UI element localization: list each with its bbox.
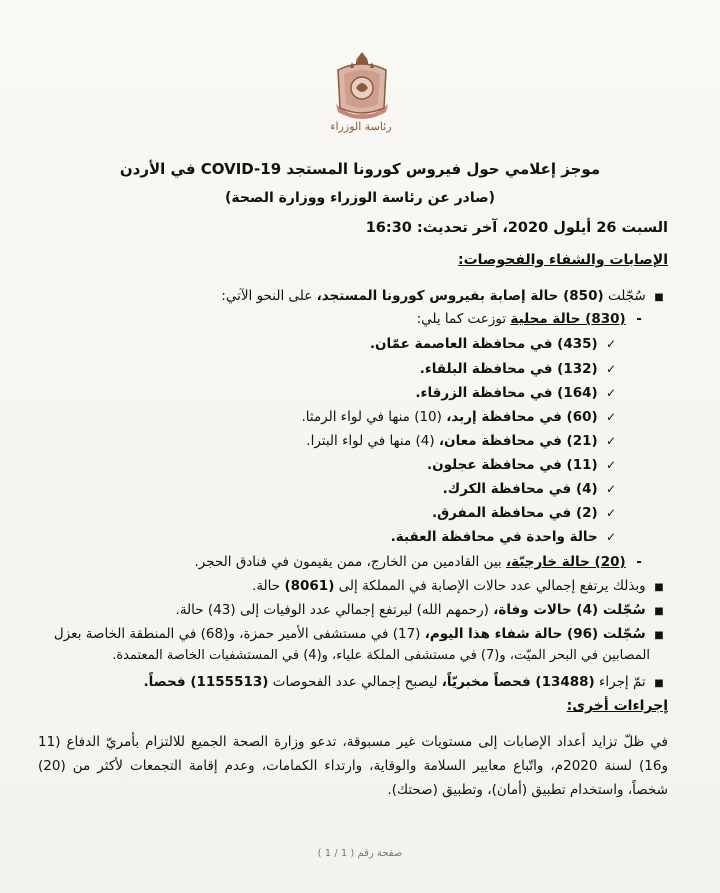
local-item: ✓ (164) في محافظة الزرقاء.	[0, 383, 620, 403]
local-item: ✓ (21) في محافظة معان، (4) منها في لواء البترا.	[0, 431, 620, 451]
check-icon: ✓	[605, 362, 617, 376]
check-icon: ✓	[605, 530, 617, 544]
local-item: ✓ (435) في محافظة العاصمة عمّان.	[0, 334, 620, 354]
deaths-line: ■ سُجّلت (4) حالات وفاة، (رحمهم الله) ليرتفع إجمالي عدد الوفيات إلى (43) حالة.	[38, 600, 668, 622]
total-new-cases-line: ■ سُجّلت (850) حالة إصابة بفيروس كورونا المستجد، على النحو الآتي:	[38, 286, 668, 308]
other-measures-paragraph: في ظلّ تزايد أعداد الإصابات إلى مستويات غير مسبوقة، تدعو وزارة الصحة الجميع للالتزام بأمريّ الدفاع (11 و16) لسنة 2020م، واتّباع معايير السلامة والوقاية، وارتداء الكمامات، وعدم إقامة التجمعات لأكثر من (20) شخصاً، واستخدام تطبيق (أمان)، وتطبيق (صحتك).	[38, 734, 668, 798]
bullet-square-icon: ■	[654, 292, 664, 303]
check-icon: ✓	[605, 506, 617, 520]
local-item: ✓ (2) في محافظة المفرق.	[0, 503, 620, 523]
emblem-caption: رئاسة الوزراء	[330, 120, 392, 133]
recoveries-line: ■ سُجّلت (96) حالة شفاء هذا اليوم، (17) في مستشفى الأمير حمزة، و(68) في المنطقة الخاصة بعزل	[38, 624, 668, 646]
local-item: ✓ حالة واحدة في محافظة العقبة.	[0, 527, 620, 547]
external-cases-line: - (20) حالة خارجيّة، بين القادمين من الخارج، ممن يقيمون في فنادق الحجر.	[18, 552, 648, 572]
recoveries-line-continued: المصابين في البحر الميّت، و(7) في مستشفى الملكة علياء، و(4) في المستشفيات الخاصة المعتمدة.	[112, 648, 650, 663]
cumulative-cases-line: ■ وبذلك يرتفع إجمالي عدد حالات الإصابة في المملكة إلى (8061) حالة.	[38, 576, 668, 598]
tests-line: ■ تمّ إجراء (13488) فحصاً مخبريّاً، ليصبح إجمالي عدد الفحوصات (1155513) فحصاً.	[38, 672, 668, 694]
bullet-square-icon: ■	[654, 606, 664, 617]
check-icon: ✓	[605, 386, 617, 400]
bullet-square-icon: ■	[654, 582, 664, 593]
dash-marker-icon: -	[636, 311, 642, 327]
check-icon: ✓	[605, 482, 617, 496]
other-measures-heading: إجراءات أخرى:	[566, 698, 668, 714]
local-cases-line: - (830) حالة محلية توزعت كما يلي:	[18, 309, 648, 329]
document-subtitle: (صادر عن رئاسة الوزراء ووزارة الصحة)	[224, 190, 496, 206]
date-and-update-time: السبت 26 أيلول 2020، آخر تحديث: 16:30	[365, 220, 668, 236]
document-title: موجز إعلامي حول فيروس كورونا المستجد COVID-19 في الأردن	[119, 160, 601, 178]
check-icon: ✓	[605, 410, 617, 424]
check-icon: ✓	[605, 458, 617, 472]
local-item: ✓ (4) في محافظة الكرك.	[0, 479, 620, 499]
local-item: ✓ (132) في محافظة البلقاء.	[0, 359, 620, 379]
check-icon: ✓	[605, 434, 617, 448]
cases-section-heading: الإصابات والشفاء والفحوصات:	[458, 252, 668, 268]
local-item: ✓ (11) في محافظة عجلون.	[0, 455, 620, 475]
page-number: صفحة رقم ( 1 / 1 )	[317, 848, 403, 859]
bullet-square-icon: ■	[654, 630, 664, 641]
bullet-square-icon: ■	[654, 678, 664, 689]
check-icon: ✓	[605, 337, 617, 351]
dash-marker-icon: -	[636, 554, 642, 570]
local-item: ✓ (60) في محافظة إربد، (10) منها في لواء الرمثا.	[0, 407, 620, 427]
